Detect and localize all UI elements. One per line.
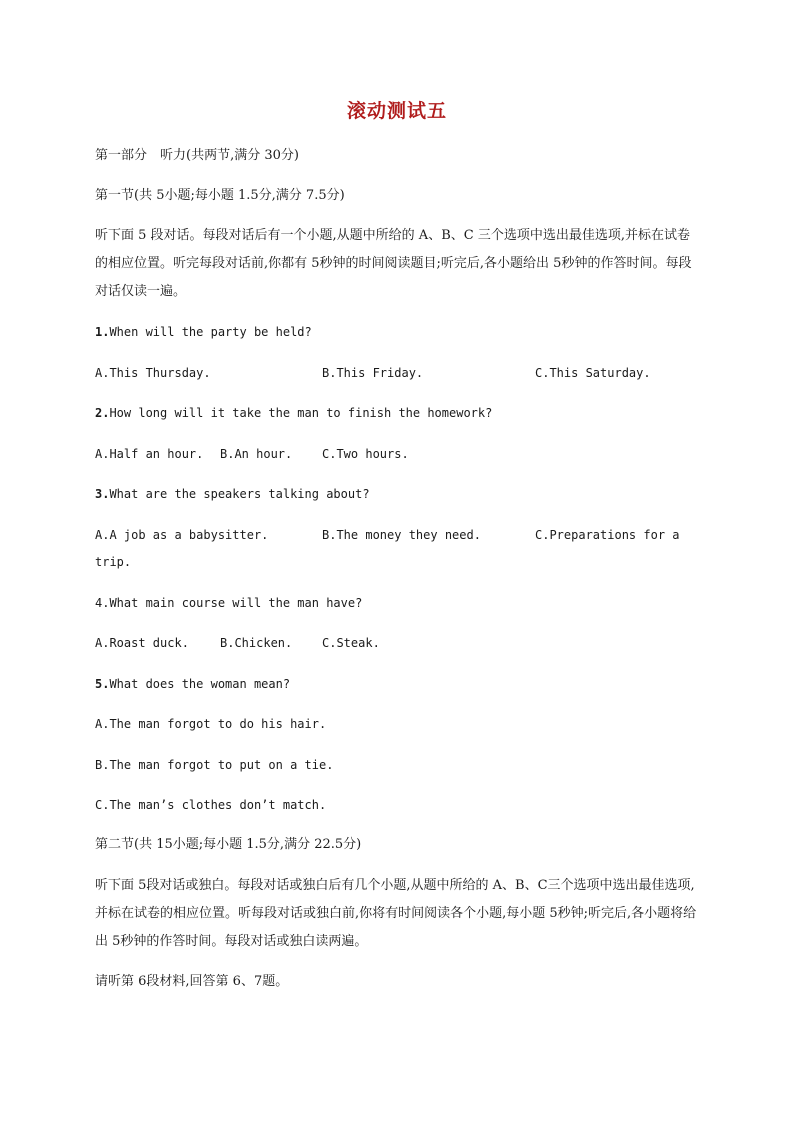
option-3a: A.A job as a babysitter. [95, 528, 269, 542]
option-1a: A.This Thursday. [95, 366, 211, 380]
question-2 [95, 403, 492, 423]
page-title: 滚动测试五 [346, 100, 447, 122]
option-2b: B.An hour. [220, 447, 293, 461]
question-number: 2. [95, 406, 110, 420]
part1-heading: 第一部分 听力(共两节,满分 30分) [95, 148, 299, 163]
option-1b: B.This Friday. [322, 366, 424, 380]
section1-instructions: 听下面 5 段对话。每段对话后有一个小题,从题中所给的 A、B、C 三个选项中选出最佳选项,并标在试卷的相应位置。听完每段对话前,你都有 5秒钟的时间阅读题目;听完后,各小题给出 5秒钟的作答时间。每段对话仅读一遍。 [95, 228, 692, 299]
question-5 [95, 674, 290, 694]
option-4b: B.Chicken. [220, 636, 293, 650]
question-number: 5. [95, 677, 110, 691]
question-text: What are the speakers talking about? [109, 487, 370, 501]
question-number: 3. [95, 487, 110, 501]
question-number: 1. [95, 325, 110, 339]
question-3 [95, 484, 370, 504]
question-text: What main course will the man have? [109, 596, 363, 610]
option-3b: B.The money they need. [322, 528, 481, 542]
option-5b: B.The man forgot to put on a tie. [95, 758, 334, 772]
question-text: When will the party be held? [109, 325, 312, 339]
question-text: How long will it take the man to finish the homework? [109, 406, 493, 420]
option-1c: C.This Saturday. [535, 366, 651, 380]
section1-heading: 第一节(共 5小题;每小题 1.5分,满分 7.5分) [95, 188, 345, 203]
option-5c: C.The man’s clothes don’t match. [95, 798, 327, 812]
question-text: What does the woman mean? [109, 677, 291, 691]
section2-heading: 第二节(共 15小题;每小题 1.5分,满分 22.5分) [95, 837, 362, 852]
option-2a: A.Half an hour. [95, 447, 204, 461]
option-3c: C.Preparations for a [535, 528, 680, 542]
option-5a: A.The man forgot to do his hair. [95, 717, 327, 731]
question-4 [95, 593, 362, 613]
question-1 [95, 322, 312, 342]
option-4a: A.Roast duck. [95, 636, 189, 650]
section2-instructions: 听下面 5段对话或独白。每段对话或独白后有几个小题,从题中所给的 A、B、C三个选项中选出最佳选项,并标在试卷的相应位置。听每段对话或独白前,你将有时间阅读各个小题,每小题 5秒钟;听完后,各小题将给出 5秒钟的作答时间。每段对话或独白读两遍。 [95, 878, 697, 949]
question-number: 4. [95, 596, 110, 610]
material-note: 请听第 6段材料,回答第 6、7题。 [95, 974, 289, 989]
option-2c: C.Two hours. [322, 447, 409, 461]
option-3c-continued: trip. [95, 555, 132, 569]
option-4c: C.Steak. [322, 636, 380, 650]
